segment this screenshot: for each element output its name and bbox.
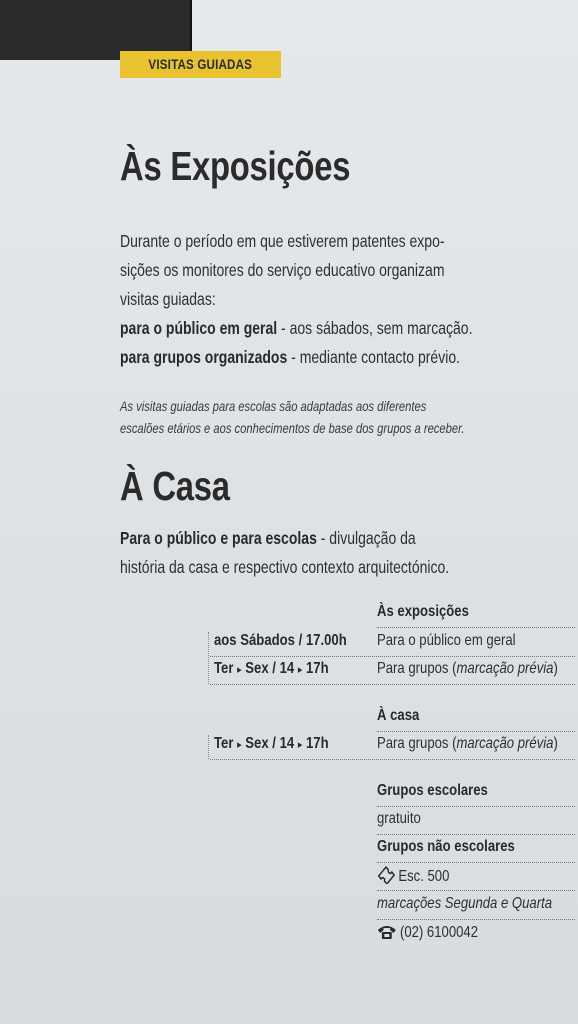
dotted-rule xyxy=(210,684,575,685)
vertical-dotted-rule xyxy=(208,735,209,759)
intro-line: sições os monitores do serviço educativo organizam xyxy=(120,260,445,280)
bookings-line xyxy=(377,895,552,913)
row1-desc: Para o público em geral xyxy=(377,632,516,649)
row1-time-text: aos Sábados / 17.00h xyxy=(214,632,347,649)
row3-day-end: Sex / 14 xyxy=(245,735,295,752)
public-label: para o público em geral xyxy=(120,318,278,338)
dotted-rule xyxy=(210,656,575,657)
casa-line: história da casa e respectivo contexto arquitectónico. xyxy=(120,557,450,577)
telephone-icon xyxy=(377,924,397,945)
note-line: escalões etários e aos conhecimentos de base dos grupos a receber. xyxy=(120,420,465,436)
note-line: As visitas guiadas para escolas são adaptadas aos diferentes xyxy=(120,398,427,414)
bookings-text: marcações Segunda e Quarta xyxy=(377,895,553,912)
row2-time xyxy=(214,660,329,678)
row2-day-end: Sex / 14 xyxy=(245,660,295,677)
row3-desc-text: Para grupos ( xyxy=(377,735,457,752)
row2-desc-text: Para grupos ( xyxy=(377,660,457,677)
public-detail: - aos sábados, sem marcação. xyxy=(277,318,473,338)
section-tag-label: VISITAS GUIADAS xyxy=(148,57,253,72)
casa-intro xyxy=(120,524,492,582)
nonschool-price xyxy=(377,866,449,889)
nonschool-price-text: Esc. 500 xyxy=(398,868,450,885)
ticket-icon xyxy=(377,866,395,889)
section-tag xyxy=(120,51,281,78)
row3-desc-end: ) xyxy=(553,735,558,752)
schedule-casa-text: À casa xyxy=(377,707,420,724)
dotted-rule xyxy=(377,731,575,732)
vertical-dotted-rule xyxy=(208,632,209,684)
casa-detail: - divulgação da xyxy=(316,528,416,548)
schedule-heading-casa xyxy=(377,707,419,725)
schedule-heading-text: Às exposições xyxy=(377,603,469,620)
row3-day-start: Ter xyxy=(214,735,234,752)
dotted-rule xyxy=(377,890,575,891)
row1-time xyxy=(214,632,347,650)
row2-hour-end: 17h xyxy=(306,660,329,677)
row3-time xyxy=(214,735,329,753)
school-heading-text: Grupos escolares xyxy=(377,782,488,799)
phone-line xyxy=(377,924,478,945)
intro-line: visitas guiadas: xyxy=(120,289,216,309)
row3-desc xyxy=(377,735,558,753)
arrow-icon: ▸ xyxy=(237,739,242,751)
dotted-rule xyxy=(377,919,575,920)
row2-desc-italic: marcação prévia xyxy=(456,660,554,677)
dotted-rule xyxy=(377,834,575,835)
row2-desc-end: ) xyxy=(553,660,558,677)
exposicoes-intro xyxy=(120,227,492,372)
groups-detail: - mediante contacto prévio. xyxy=(287,347,461,367)
nonschool-heading-text: Grupos não escolares xyxy=(377,838,515,855)
dotted-rule xyxy=(377,862,575,863)
groups-line xyxy=(120,343,492,372)
row3-hour-end: 17h xyxy=(306,735,329,752)
public-line xyxy=(120,314,492,343)
nonschool-heading xyxy=(377,838,515,856)
phone-number: (02) 6100042 xyxy=(399,924,479,941)
arrow-icon: ▸ xyxy=(297,664,303,676)
casa-label: Para o público e para escolas xyxy=(120,528,317,548)
row3-desc-italic: marcação prévia xyxy=(456,735,554,752)
arrow-icon: ▸ xyxy=(237,664,242,676)
school-price: gratuito xyxy=(377,810,421,827)
heading-exposicoes: Às Exposições xyxy=(120,143,351,189)
dotted-rule xyxy=(377,627,575,628)
schedule-heading-exposicoes xyxy=(377,603,469,621)
row2-day-start: Ter xyxy=(214,660,234,677)
dotted-rule xyxy=(377,806,575,807)
schools-note xyxy=(120,395,496,439)
dotted-rule xyxy=(210,759,575,760)
groups-label: para grupos organizados xyxy=(120,347,288,367)
intro-line: Durante o período em que estiverem patentes expo- xyxy=(120,231,445,251)
heading-casa: À Casa xyxy=(120,463,230,509)
school-heading xyxy=(377,782,488,800)
row2-desc xyxy=(377,660,558,678)
arrow-icon: ▸ xyxy=(297,739,303,751)
casa-line xyxy=(120,524,492,553)
